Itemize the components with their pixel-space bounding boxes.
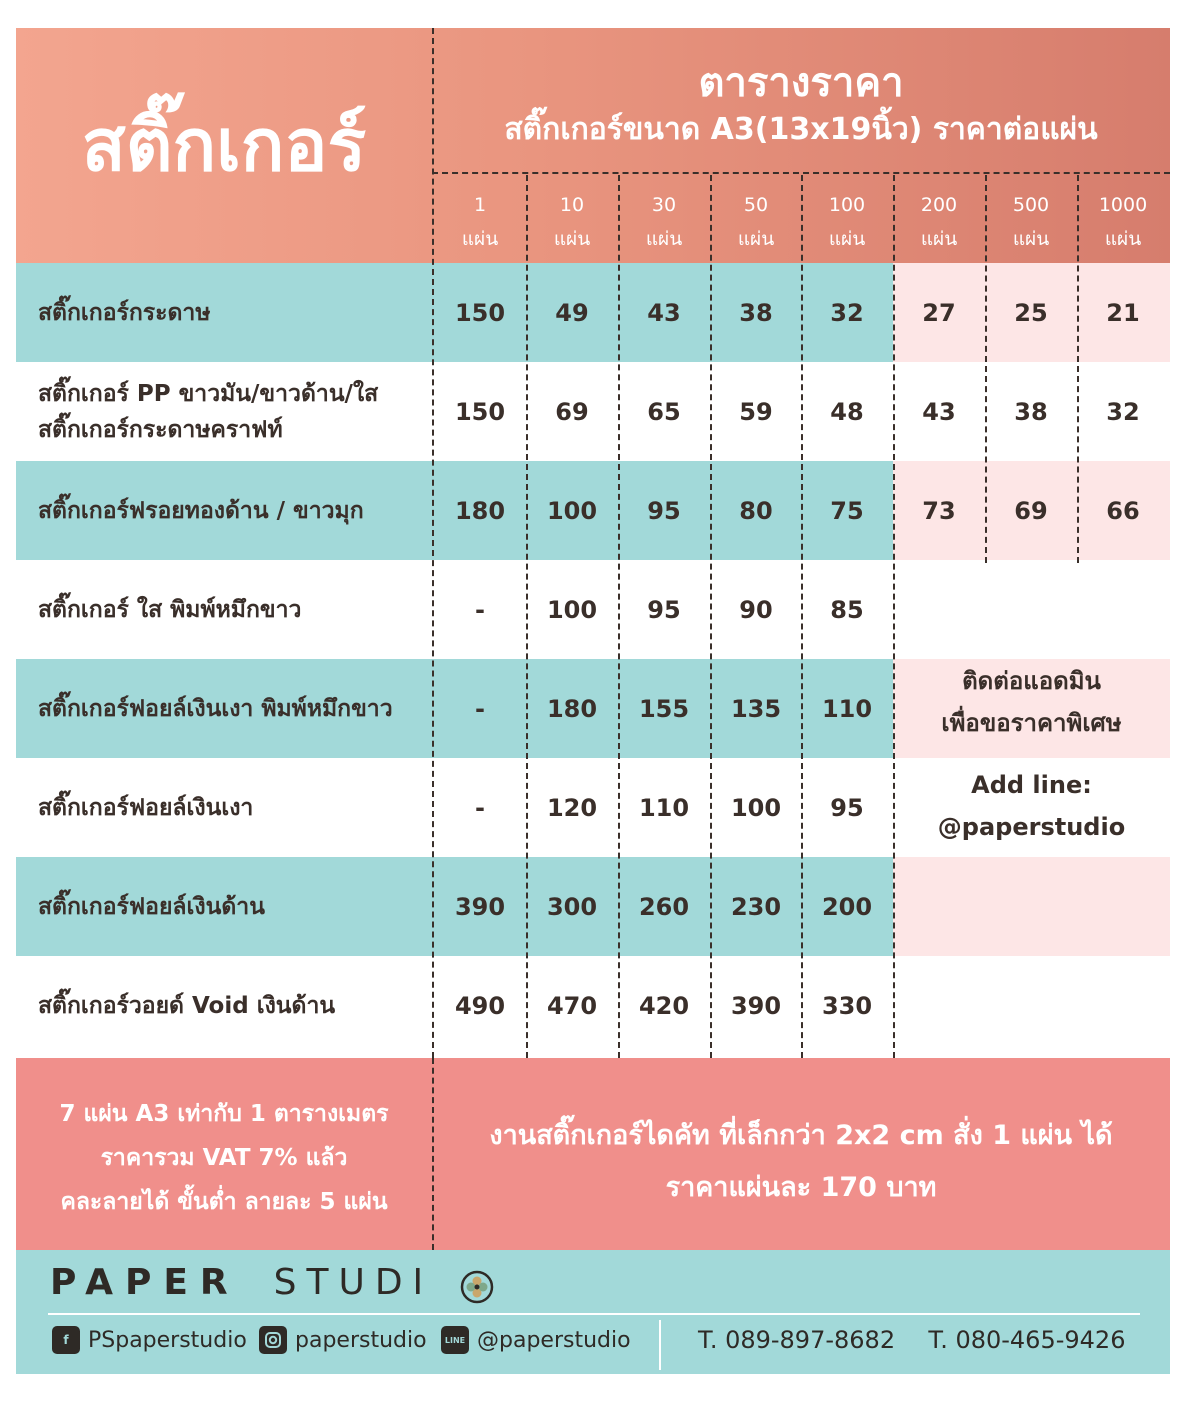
price-cell: 43 [647,298,681,327]
note-left-line: ราคารวม VAT 7% แล้ว [100,1145,348,1171]
product-name-line: สติ๊กเกอร์กระดาษ [38,299,211,326]
instagram-link[interactable] [259,1326,427,1354]
qty-header [801,188,893,256]
notes-divider [432,1058,434,1250]
product-name-line: สติ๊กเกอร์กระดาษคราฟท์ [38,416,283,443]
note-left-line: 7 แผ่น A3 เท่ากับ 1 ตารางเมตร [59,1101,389,1127]
price-cell: 230 [730,892,782,921]
product-name-line: สติ๊กเกอร์วอยด์ Void เงินด้าน [38,992,336,1019]
column-divider [618,175,620,1058]
column-divider [526,175,528,1058]
product-name [38,263,428,362]
notes-right [432,1110,1170,1214]
column-divider [432,28,434,1058]
price-cell: 95 [830,793,864,822]
qty-unit: แผ่น [920,228,958,250]
notes-left [16,1092,432,1224]
facebook-handle: PSpaperstudio [88,1327,247,1353]
price-cell: 38 [1014,397,1048,426]
qty-header [1077,188,1169,256]
line-icon: LINE [441,1326,469,1354]
qty-header [985,188,1077,256]
column-divider [1077,175,1079,563]
footer-rule [48,1313,1140,1315]
price-cell: 100 [546,496,598,525]
add-line-label: Add line: [971,771,1092,799]
price-cell: 69 [1014,496,1048,525]
qty-header [710,188,802,256]
line-id[interactable]: @paperstudio [937,813,1126,841]
price-cell: 25 [1014,298,1048,327]
table-subtitle: สติ๊กเกอร์ขนาด A3(13x19นิ้ว) ราคาต่อแผ่น [504,112,1098,147]
column-divider [893,175,895,1058]
qty-header [434,188,526,256]
footer-divider [659,1320,661,1370]
price-cell: - [475,595,485,624]
flower-logo-icon [460,1270,494,1308]
price-cell: 120 [546,793,598,822]
price-cell: 150 [454,298,506,327]
price-cell: - [475,793,485,822]
price-cell: 135 [730,694,782,723]
price-cell: 27 [922,298,956,327]
price-cell: - [475,694,485,723]
brand-bold: PAPER [50,1262,240,1303]
note-right-line: งานสติ๊กเกอร์ไดคัท ที่เล็กกว่า 2x2 cm สั่ง 1 แผ่น ได้ [489,1120,1113,1151]
product-name [38,857,428,956]
product-name-line: สติ๊กเกอร์ฟอยล์เงินเงา พิมพ์หมึกขาว [38,695,393,722]
qty-header [618,188,710,256]
price-cell: 330 [821,991,873,1020]
price-cell: 260 [638,892,690,921]
qty-unit: แผ่น [1104,228,1142,250]
qty-unit: แผ่น [461,228,499,250]
add-line-note [893,764,1170,848]
price-cell: 470 [546,991,598,1020]
price-cell: 150 [454,397,506,426]
price-cell: 80 [739,496,773,525]
price-cell: 43 [922,397,956,426]
qty-value: 1000 [1098,194,1148,216]
qty-unit: แผ่น [737,228,775,250]
column-divider [985,175,987,563]
qty-unit: แผ่น [645,228,683,250]
price-cell: 32 [830,298,864,327]
price-cell: 110 [821,694,873,723]
phone-numbers [698,1326,1125,1354]
price-cell: 180 [546,694,598,723]
price-cell: 390 [454,892,506,921]
price-cell: 95 [647,595,681,624]
price-cell: 180 [454,496,506,525]
page-title: สติ๊กเกอร์ [81,103,367,187]
price-cell: 75 [830,496,864,525]
price-cell: 490 [454,991,506,1020]
product-name [38,362,428,461]
price-cell: 300 [546,892,598,921]
brand-logo-text [50,1262,433,1303]
line-link[interactable] [441,1326,631,1354]
facebook-link[interactable] [52,1326,247,1354]
product-name [38,758,428,857]
phone-2[interactable]: T. 080-465-9426 [928,1326,1126,1354]
price-cell: 85 [830,595,864,624]
contact-note-line2: เพื่อขอราคาพิเศษ [941,709,1122,737]
qty-value: 500 [1012,194,1050,216]
product-name [38,461,428,560]
table-title: ตารางราคา [698,60,904,106]
price-cell: 21 [1106,298,1140,327]
instagram-icon [259,1326,287,1354]
price-cell: 100 [546,595,598,624]
price-cell: 48 [830,397,864,426]
price-cell: 110 [638,793,690,822]
product-name-line: สติ๊กเกอร์ ใส พิมพ์หมึกขาว [38,596,302,623]
product-name [38,659,428,758]
price-cell: 420 [638,991,690,1020]
note-right-line: ราคาแผ่นละ 170 บาท [665,1172,937,1203]
qty-value: 1 [473,194,487,216]
price-cell: 65 [647,397,681,426]
product-name-line: สติ๊กเกอร์ฟรอยทองด้าน / ขาวมุก [38,497,364,524]
qty-value: 200 [920,194,958,216]
note-left-line: คละลายได้ ขั้นต่ำ ลายละ 5 แผ่น [60,1189,388,1215]
row-background-pink [893,857,1170,956]
price-cell: 59 [739,397,773,426]
qty-header [893,188,985,256]
price-cell: 95 [647,496,681,525]
line-handle: @paperstudio [477,1327,631,1353]
header-divider [432,172,1170,174]
qty-unit: แผ่น [1012,228,1050,250]
product-name-line: สติ๊กเกอร์ฟอยล์เงินเงา [38,794,254,821]
price-cell: 38 [739,298,773,327]
price-cell: 200 [821,892,873,921]
qty-unit: แผ่น [553,228,591,250]
brand-light: STUDI [273,1262,434,1303]
column-divider [710,175,712,1058]
contact-note-line1: ติดต่อแอดมิน [962,667,1101,695]
price-cell: 32 [1106,397,1140,426]
price-cell: 155 [638,694,690,723]
price-cell: 49 [555,298,589,327]
qty-value: 30 [651,194,677,216]
phone-1[interactable]: T. 089-897-8682 [698,1326,896,1354]
product-name-line: สติ๊กเกอร์ PP ขาวมัน/ขาวด้าน/ใส [38,380,379,407]
instagram-handle: paperstudio [295,1327,427,1353]
contact-admin-note [893,660,1170,744]
qty-value: 100 [828,194,866,216]
column-divider [801,175,803,1058]
qty-header [526,188,618,256]
qty-value: 10 [559,194,585,216]
price-cell: 100 [730,793,782,822]
facebook-icon: f [52,1326,80,1354]
price-cell: 69 [555,397,589,426]
price-cell: 390 [730,991,782,1020]
price-cell: 90 [739,595,773,624]
price-cell: 66 [1106,496,1140,525]
qty-value: 50 [743,194,769,216]
product-name-line: สติ๊กเกอร์ฟอยล์เงินด้าน [38,893,265,920]
product-name [38,956,428,1055]
product-name [38,560,428,659]
qty-unit: แผ่น [828,228,866,250]
price-cell: 73 [922,496,956,525]
